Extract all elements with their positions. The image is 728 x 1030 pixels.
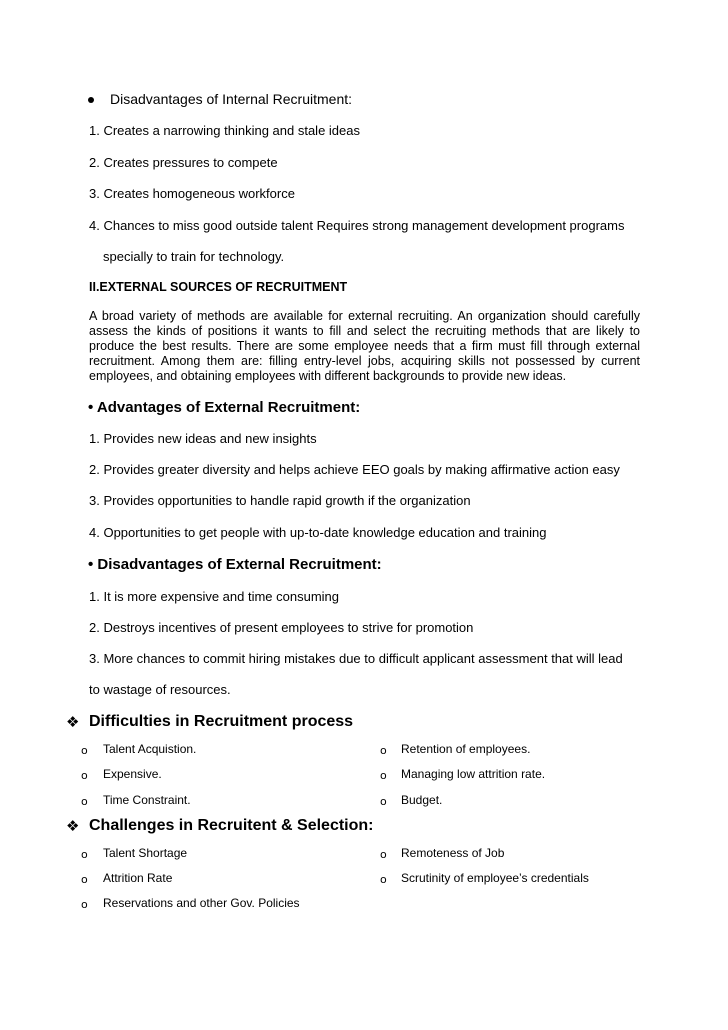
diamond-bullet-icon: ❖ xyxy=(66,713,80,731)
circle-bullet-icon: o xyxy=(81,769,88,782)
challenge-item: Remoteness of Job xyxy=(401,846,505,860)
difficulty-item: Talent Acquistion. xyxy=(103,742,197,756)
circle-bullet-icon: o xyxy=(380,873,387,886)
difficulty-item: Expensive. xyxy=(103,767,162,781)
challenge-item: Reservations and other Gov. Policies xyxy=(103,896,300,910)
circle-bullet-icon: o xyxy=(380,795,387,808)
circle-bullet-icon: o xyxy=(81,848,88,861)
circle-bullet-icon: o xyxy=(380,744,387,757)
external-disadvantage-item: 1. It is more expensive and time consuming xyxy=(89,589,340,604)
external-disadvantage-item-continued: to wastage of resources. xyxy=(89,682,231,697)
internal-disadvantage-item: 1. Creates a narrowing thinking and stale ideas xyxy=(89,123,360,138)
internal-disadvantages-heading: Disadvantages of Internal Recruitment: xyxy=(110,91,353,107)
external-advantage-item: 2. Provides greater diversity and helps achieve EEO goals by making affirmative action easy xyxy=(89,462,620,477)
external-advantage-item: 4. Opportunities to get people with up-to-date knowledge education and training xyxy=(89,525,547,540)
bullet-dot-icon xyxy=(88,97,94,103)
challenge-item: Scrutinity of employee’s credentials xyxy=(401,871,589,885)
external-advantage-item: 3. Provides opportunities to handle rapid growth if the organization xyxy=(89,493,471,508)
challenge-item: Talent Shortage xyxy=(103,846,188,860)
circle-bullet-icon: o xyxy=(81,744,88,757)
difficulty-item: Budget. xyxy=(401,793,443,807)
difficulty-item: Retention of employees. xyxy=(401,742,531,756)
difficulty-item: Time Constraint. xyxy=(103,793,191,807)
external-disadvantage-item: 3. More chances to commit hiring mistakes due to difficult applicant assessment that will lead xyxy=(89,651,623,666)
external-advantage-item: 1. Provides new ideas and new insights xyxy=(89,431,317,446)
internal-disadvantage-item: 4. Chances to miss good outside talent Requires strong management development programs xyxy=(89,218,625,233)
circle-bullet-icon: o xyxy=(81,898,88,911)
circle-bullet-icon: o xyxy=(81,873,88,886)
internal-disadvantage-item: 2. Creates pressures to compete xyxy=(89,155,278,170)
challenges-heading: Challenges in Recruitent & Selection: xyxy=(89,817,374,834)
diamond-bullet-icon: ❖ xyxy=(66,817,80,835)
difficulties-heading: Difficulties in Recruitment process xyxy=(89,713,354,730)
difficulty-item: Managing low attrition rate. xyxy=(401,767,546,781)
external-advantages-heading: • Advantages of External Recruitment: xyxy=(88,399,361,416)
internal-disadvantage-item: 3. Creates homogeneous workforce xyxy=(89,186,295,201)
circle-bullet-icon: o xyxy=(380,848,387,861)
internal-disadvantage-item-continued: specially to train for technology. xyxy=(103,249,285,264)
circle-bullet-icon: o xyxy=(380,769,387,782)
external-sources-paragraph: A broad variety of methods are available for external recruiting. An organization should carefully assess the kinds of positions it wants to fill and select the recruiting methods that are likely to produce the best results. There are some employee needs that a firm must fill through external recruitment. Among them are: filling entry-level jobs, acquiring skills not possessed by current employees, and obtaining employees with different backgrounds to provide new ideas. xyxy=(89,309,640,383)
circle-bullet-icon: o xyxy=(81,795,88,808)
challenge-item: Attrition Rate xyxy=(103,871,173,885)
external-disadvantages-heading: • Disadvantages of External Recruitment: xyxy=(88,556,382,573)
external-disadvantage-item: 2. Destroys incentives of present employees to strive for promotion xyxy=(89,620,474,635)
external-sources-heading: II.EXTERNAL SOURCES OF RECRUITMENT xyxy=(89,280,348,294)
